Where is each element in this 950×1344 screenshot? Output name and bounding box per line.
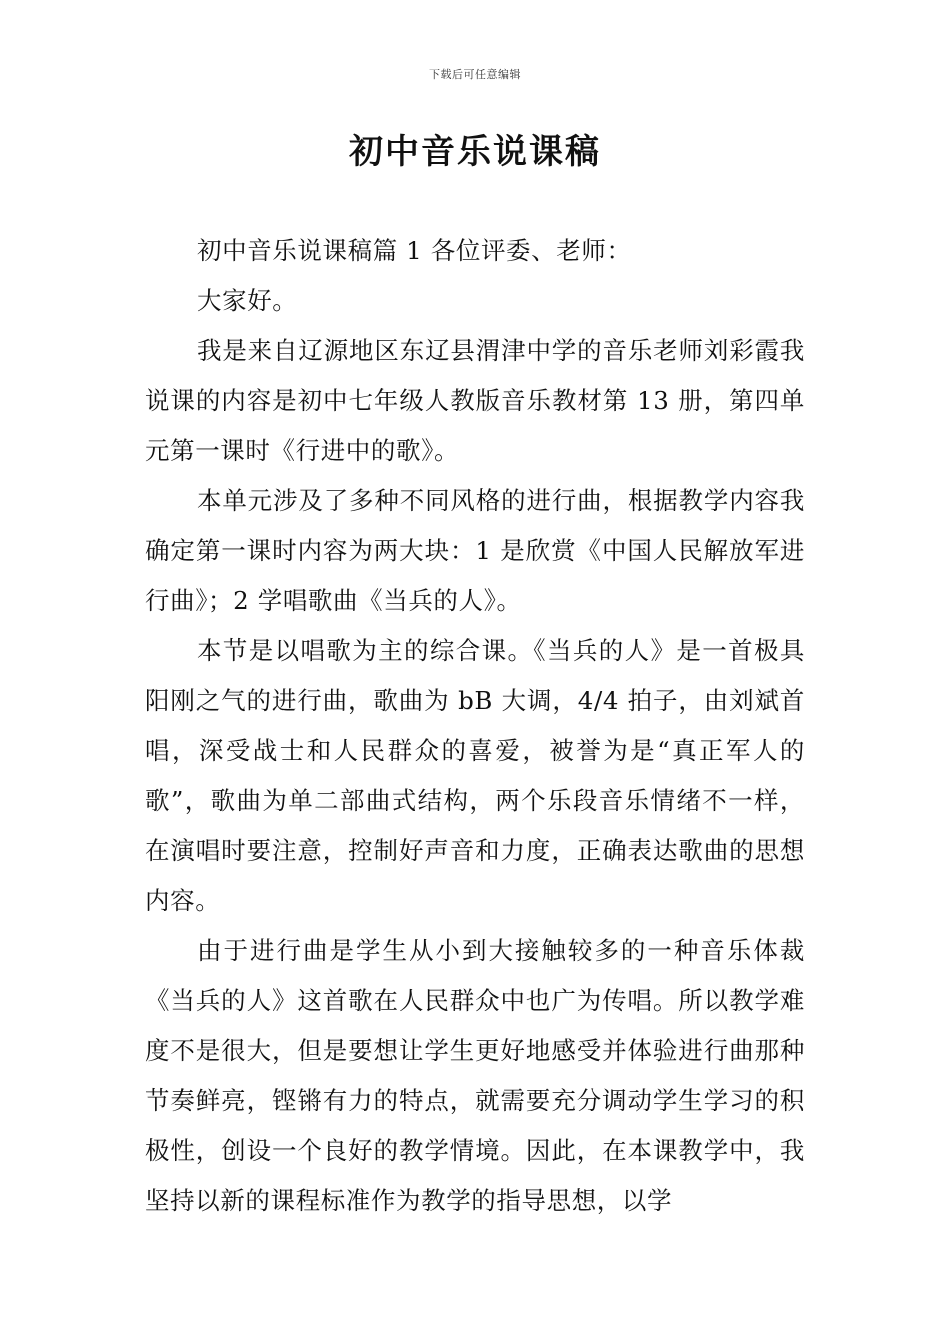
paragraph-unit-content: 本单元涉及了多种不同风格的进行曲，根据教学内容我确定第一课时内容为两大块：1 是欣赏《中国人民解放军进行曲》；2 学唱歌曲《当兵的人》。 [145, 486, 805, 615]
paragraph-introduction: 我是来自辽源地区东辽县渭津中学的音乐老师刘彩霞我说课的内容是初中七年级人教版音乐教材第 13 册，第四单元第一课时《行进中的歌》。 [145, 336, 805, 465]
paragraph-hello: 大家好。 [197, 286, 298, 315]
paragraph-teaching-approach: 由于进行曲是学生从小到大接触较多的一种音乐体裁《当兵的人》这首歌在人民群众中也广为传唱。所以教学难度不是很大，但是要想让学生更好地感受并体验进行曲那种节奏鲜亮，铿锵有力的特点，就需要充分调动学生学习的积极性，创设一个良好的教学情境。因此，在本课教学中，我坚持以新的课程标准作为教学的指导思想，以学 [145, 936, 805, 1215]
document-title: 初中音乐说课稿 [349, 132, 601, 172]
paragraph-song-analysis: 本节是以唱歌为主的综合课。《当兵的人》是一首极具阳刚之气的进行曲，歌曲为 bB 大调，4/4 拍子，由刘斌首唱，深受战士和人民群众的喜爱，被誉为是“真正军人的歌”，歌曲为单二部曲式结构，两个乐段音乐情绪不一样，在演唱时要注意，控制好声音和力度，正确表达歌曲的思想内容。 [145, 636, 805, 915]
paragraph-greeting: 初中音乐说课稿篇 1 各位评委、老师： [197, 236, 632, 265]
header-note: 下载后可任意编辑 [429, 68, 521, 81]
document-body [145, 226, 805, 1226]
